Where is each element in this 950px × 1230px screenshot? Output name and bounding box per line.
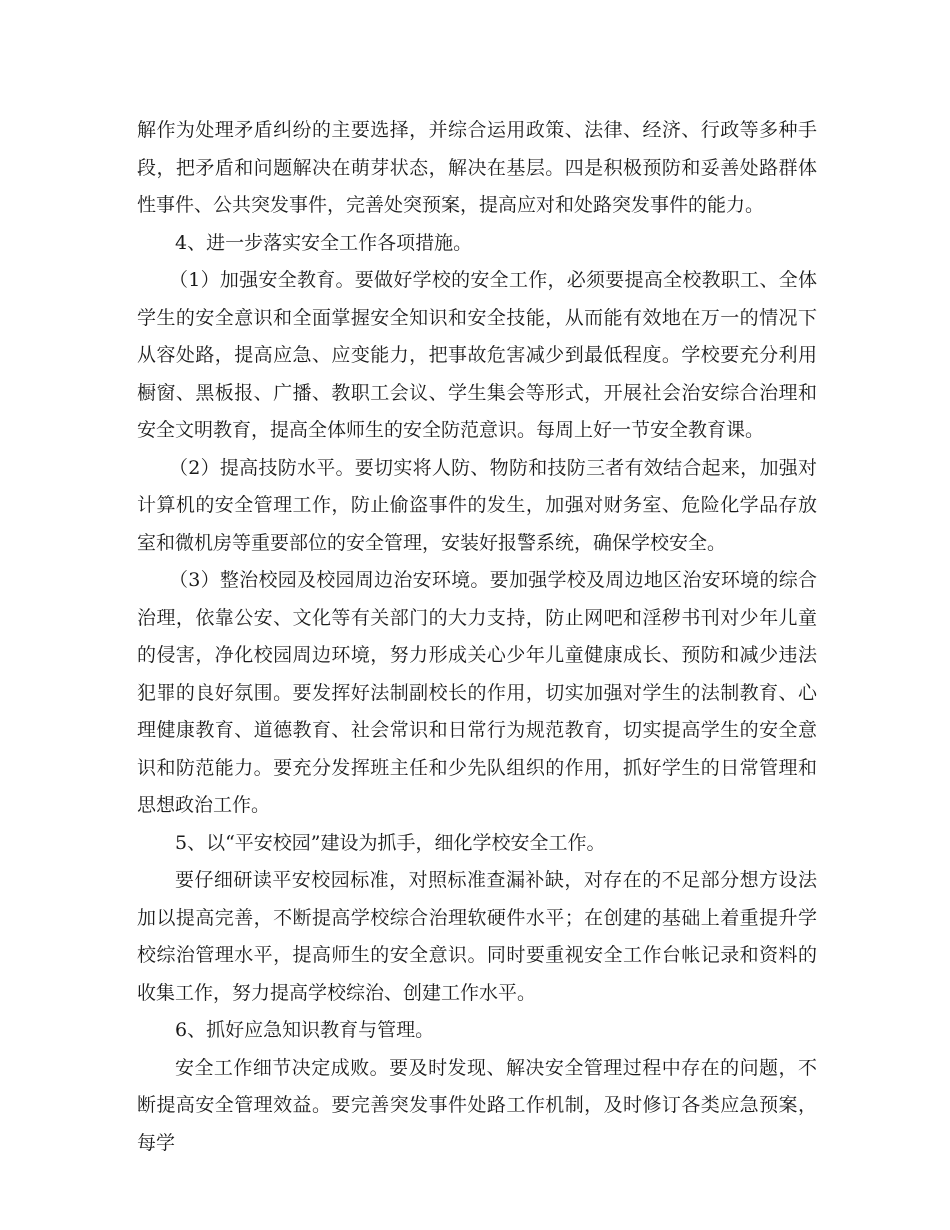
paragraph-safety-education: （1）加强安全教育。要做好学校的安全工作，必须要提高全校教职工、全体学生的安全意识和全面掌握安全知识和安全技能，从而能有效地在万一的情况下从容处路，提高应急、应变能力，把事故危害减少到最低程度。学校要充分利用橱窗、黑板报、广播、教职工会议、学生集会等形式，开展社会治安综合治理和安全文明教育，提高全体师生的安全防范意识。每周上好一节安全教育课。: [137, 269, 817, 441]
paragraph-continuation: 解作为处理矛盾纠纷的主要选择，并综合运用政策、法律、经济、行政等多种手段，把矛盾和问题解决在萌芽状态，解决在基层。四是积极预防和妥善处路群体性事件、公共突发事件，完善处突预案，提高应对和处路突发事件的能力。: [137, 119, 817, 216]
paragraph-safe-campus: 要仔细研读平安校园标准，对照标准查漏补缺，对存在的不足部分想方设法加以提高完善，不断提高学校综合治理软硬件水平；在创建的基础上着重提升学校综治管理水平，提高师生的安全意识。同时要重视安全工作台帐记录和资料的收集工作，努力提高学校综治、创建工作水平。: [137, 869, 817, 1004]
document-body: [137, 112, 817, 1162]
section-heading-6: 6、抓好应急知识教育与管理。: [175, 1019, 435, 1041]
section-heading-4: 4、进一步落实安全工作各项措施。: [175, 231, 473, 254]
paragraph-tech-defense: （2）提高技防水平。要切实将人防、物防和技防三者有效结合起来，加强对计算机的安全管理工作，防止偷盗事件的发生，加强对财务室、危险化学品存放室和微机房等重要部位的安全管理，安装好报警系统，确保学校安全。: [137, 456, 817, 554]
section-heading-5: 5、以“平安校园”建设为抓手，细化学校安全工作。: [175, 831, 606, 854]
paragraph-campus-environment: （3）整治校园及校园周边治安环境。要加强学校及周边地区治安环境的综合治理，依靠公安、文化等有关部门的大力支持，防止网吧和淫秽书刊对少年儿童的侵害，净化校园周边环境，努力形成关心少年儿童健康成长、预防和减少违法犯罪的良好氛围。要发挥好法制副校长的作用，切实加强对学生的法制教育、心理健康教育、道德教育、社会常识和日常行为规范教育，切实提高学生的安全意识和防范能力。要充分发挥班主任和少先队组织的作用，抓好学生的日常管理和思想政治工作。: [137, 569, 817, 816]
paragraph-emergency: 安全工作细节决定成败。要及时发现、解决安全管理过程中存在的问题，不断提高安全管理效益。要完善突发事件处路工作机制，及时修订各类应急预案，每学: [137, 1056, 817, 1154]
